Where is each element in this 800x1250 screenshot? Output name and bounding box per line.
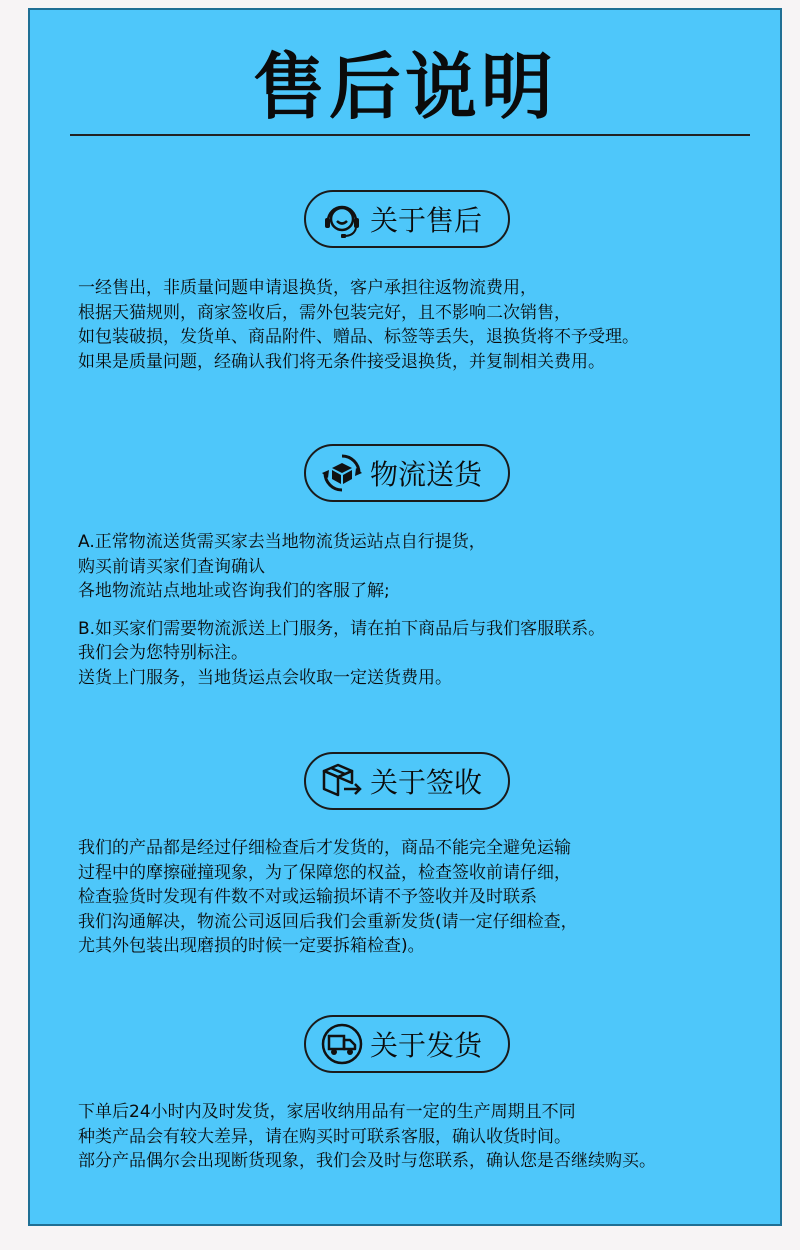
section-body-shipping <box>78 1100 768 1174</box>
package-cycle-icon <box>320 451 364 495</box>
section-body-after-sales <box>78 276 768 374</box>
section-heading-logistics <box>304 444 510 502</box>
section-text-line: 检查验货时发现有件数不对或运输损坏请不予签收并及时联系 <box>78 887 537 907</box>
section-heading-receipt <box>304 752 510 810</box>
page-bottom-margin <box>0 1226 800 1250</box>
section-text-line: A.正常物流送货需买家去当地物流货运站点自行提货， <box>78 532 486 552</box>
section-text-line: 种类产品会有较大差异，请在购买时可联系客服，确认收货时间。 <box>78 1126 571 1147</box>
section-heading-label: 关于发货 <box>370 1029 483 1062</box>
section-heading-shipping <box>304 1015 510 1073</box>
section-heading-label: 关于签收 <box>370 766 483 799</box>
paragraph-gap <box>78 604 768 617</box>
section-text-line: 下单后24小时内及时发货，家居收纳用品有一定的生产周期且不同 <box>78 1102 576 1122</box>
section-text-line: 一经售出，非质量问题申请退换货，客户承担往返物流费用， <box>78 278 537 298</box>
section-text-line: 过程中的摩擦碰撞现象，为了保障您的权益，检查签收前请仔细， <box>78 862 571 883</box>
section-heading-label: 关于售后 <box>370 204 483 237</box>
section-text-line: 如果是质量问题，经确认我们将无条件接受退换货，并复制相关费用。 <box>78 351 605 372</box>
section-text-line: 根据天猫规则，商家签收后，需外包装完好，且不影响二次销售， <box>78 302 571 323</box>
section-text-line: 购买前请买家们查询确认 <box>78 556 265 577</box>
section-body-logistics <box>78 530 768 690</box>
page-title: 售后说明 <box>252 45 557 129</box>
section-text-line: 我们会为您特别标注。 <box>78 643 248 663</box>
customer-service-headset-icon <box>320 197 364 241</box>
section-body-receipt <box>78 836 768 959</box>
section-text-line: 各地物流站点地址或咨询我们的客服了解; <box>78 581 390 601</box>
section-heading-after-sales <box>304 190 510 248</box>
box-delivery-icon <box>320 759 364 803</box>
section-heading-label: 物流送货 <box>370 458 483 491</box>
section-text-line: 如包装破损，发货单、商品附件、赠品、标签等丢失，退换货将不予受理。 <box>78 327 639 347</box>
section-text-line: 我们的产品都是经过仔细检查后才发货的，商品不能完全避免运输 <box>78 838 571 858</box>
section-text-line: 送货上门服务，当地货运点会收取一定送货费用。 <box>78 667 452 688</box>
section-text-line: 部分产品偶尔会出现断货现象，我们会及时与您联系，确认您是否继续购买。 <box>78 1151 656 1171</box>
section-text-line: B.如买家们需要物流派送上门服务，请在拍下商品后与我们客服联系。 <box>78 618 606 639</box>
section-text-line: 尤其外包装出现磨损的时候一定要拆箱检查)。 <box>78 936 425 956</box>
after-sales-panel <box>28 8 782 1226</box>
section-text-line: 我们沟通解决，物流公司返回后我们会重新发货(请一定仔细检查， <box>78 911 578 932</box>
delivery-truck-icon <box>320 1022 364 1066</box>
title-divider <box>70 134 750 136</box>
